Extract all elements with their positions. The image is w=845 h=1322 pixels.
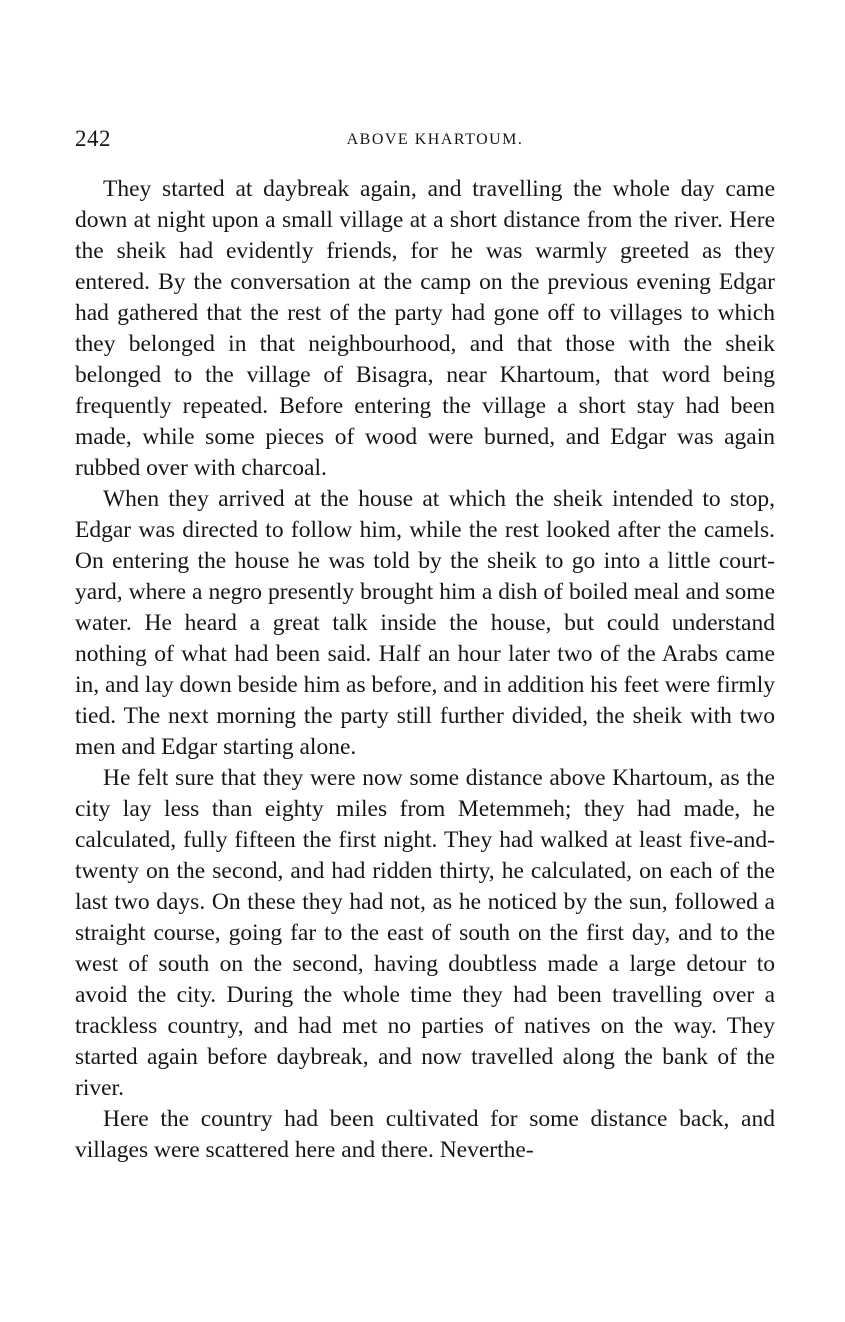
paragraph: When they arrived at the house at which the sheik intended to stop, Edgar was directed to follow him, while the rest looked after the camels. On entering the house he was told by the sheik to go into a little court-yard, where a negro presently brought him a dish of boiled meal and some water. He heard a great talk inside the house, but could understand nothing of what had been said. Half an hour later two of the Arabs came in, and lay down beside him as before, and in addition his feet were firmly tied. The next morning the party still further divided, the sheik with two men and Edgar starting alone. (75, 486, 775, 760)
paragraph: He felt sure that they were now some distance above Khartoum, as the city lay less than eighty miles from Metemmeh; they had made, he calculated, fully fifteen the first night. They had walked at least five-and-twenty on the second, and had ridden thirty, he calculated, on each of the last two days. On these they had not, as he noticed by the sun, followed a straight course, going far to the east of south on the first day, and to the west of south on the second, having doubtless made a large detour to avoid the city. During the whole time they had been travelling over a trackless country, and had met no parties of natives on the way. They started again before daybreak, and now travelled along the bank of the river. (75, 765, 775, 1101)
body-text (75, 174, 775, 1166)
paragraph: Here the country had been cultivated for some distance back, and villages were scattered here and there. Neverthe- (75, 1106, 775, 1163)
running-header (75, 126, 775, 156)
running-title: ABOVE KHARTOUM. (346, 131, 524, 148)
paragraph: They started at daybreak again, and travelling the whole day came down at night upon a small village at a short distance from the river. Here the sheik had evidently friends, for he was warmly greeted as they entered. By the conversation at the camp on the previous evening Edgar had gathered that the rest of the party had gone off to villages to which they belonged in that neighbourhood, and that those with the sheik belonged to the village of Bisagra, near Khartoum, that word being frequently repeated. Before entering the village a short stay had been made, while some pieces of wood were burned, and Edgar was again rubbed over with charcoal. (75, 176, 775, 481)
page-number: 242 (75, 126, 111, 151)
